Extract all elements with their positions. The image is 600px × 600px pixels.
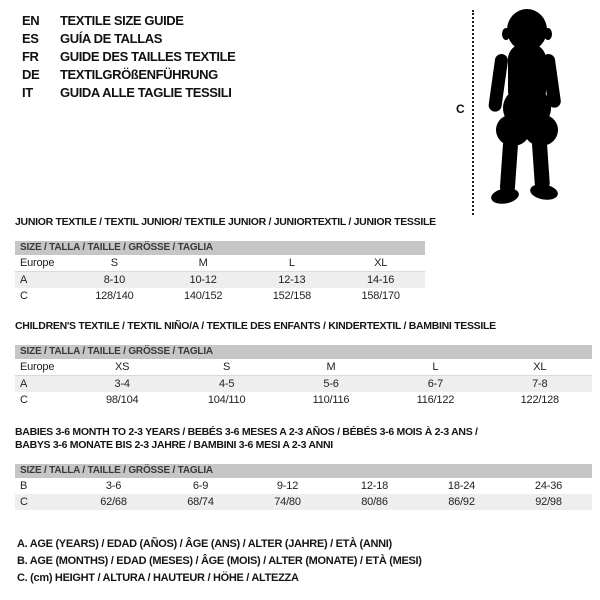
- table-cell: 86/92: [448, 496, 475, 508]
- table-cell: M: [326, 361, 336, 373]
- table-cell: 80/86: [361, 496, 388, 508]
- table-cell: 4-5: [218, 378, 235, 390]
- language-label: GUIDA ALLE TAGLIE TESSILI: [60, 85, 232, 100]
- table-cell: 14-16: [367, 274, 395, 286]
- table-cell: S: [223, 361, 231, 373]
- table-cell: S: [110, 257, 118, 269]
- table-cell: 9-12: [276, 480, 299, 492]
- table-cell: XL: [533, 361, 547, 373]
- language-row-fr: [22, 48, 235, 66]
- table-cell: L: [432, 361, 439, 373]
- table-cell: 122/128: [520, 394, 559, 406]
- height-label-c: C: [456, 102, 465, 116]
- legend-line-b: B. AGE (MONTHS) / EDAD (MESES) / ÂGE (MOIS) / ALTER (MONATE) / ETÀ (MESI): [17, 555, 422, 567]
- measurement-legend: [17, 536, 422, 587]
- table-row-a: [15, 376, 592, 392]
- table-cell: 74/80: [274, 496, 301, 508]
- table-cell: 92/98: [535, 496, 562, 508]
- table-row-a: [15, 272, 425, 288]
- language-code: FR: [22, 49, 39, 64]
- language-label: GUÍA DE TALLAS: [60, 31, 163, 46]
- table-cell: 18-24: [447, 480, 476, 492]
- language-code: IT: [22, 85, 33, 100]
- table-cell: XS: [115, 361, 130, 373]
- table-cell: 104/110: [207, 394, 246, 406]
- table-cell: 5-6: [323, 378, 339, 390]
- table-cell: 10-12: [189, 274, 217, 286]
- row-label: Europe: [20, 257, 55, 269]
- table-row-b: [15, 478, 592, 494]
- size-table-junior: [15, 216, 436, 304]
- row-label: A: [20, 274, 28, 286]
- row-label: C: [20, 290, 28, 302]
- language-row-de: [22, 66, 235, 84]
- table-cell: 140/152: [183, 290, 223, 302]
- language-row-en: [22, 12, 235, 30]
- table-cell: 62/68: [100, 496, 127, 508]
- size-table-children: [15, 320, 592, 408]
- table-cell: M: [198, 257, 208, 269]
- table-title: CHILDREN'S TEXTILE / TEXTIL NIÑO/A / TEXTILE DES ENFANTS / KINDERTEXTIL / BAMBINI TESSILE: [15, 320, 496, 332]
- table-cell: 3-6: [105, 480, 122, 492]
- table-cell: 12-13: [278, 274, 306, 286]
- row-label: C: [20, 394, 28, 406]
- language-code: ES: [22, 31, 39, 46]
- table-cell: 152/158: [272, 290, 312, 302]
- table-cell: 8-10: [103, 274, 125, 286]
- table-cell: 3-4: [114, 378, 130, 390]
- table-row-c: [15, 288, 425, 304]
- table-cell: 68/74: [187, 496, 214, 508]
- toddler-silhouette-icon: [481, 8, 569, 208]
- table-title: JUNIOR TEXTILE / TEXTIL JUNIOR/ TEXTILE JUNIOR / JUNIORTEXTIL / JUNIOR TESSILE: [15, 216, 436, 228]
- table-row-europe: [15, 359, 592, 376]
- table-cell: 116/122: [416, 394, 455, 406]
- language-label: TEXTILGRÖßENFÜHRUNG: [60, 67, 218, 82]
- language-code: DE: [22, 67, 40, 82]
- language-row-es: [22, 30, 235, 48]
- table-cell: 110/116: [312, 394, 350, 406]
- table-title-line-1: BABIES 3-6 MONTH TO 2-3 YEARS / BEBÉS 3-6 MESES A 2-3 AÑOS / BÉBÉS 3-6 MOIS À 2-3 ANS /: [15, 426, 478, 438]
- table-cell: XL: [374, 257, 388, 269]
- table-cell: 12-18: [360, 480, 389, 492]
- table-cell: 6-7: [427, 378, 444, 390]
- table-title-line-2: BABYS 3-6 MONATE BIS 2-3 JAHRE / BAMBINI 3-6 MESI A 2-3 ANNI: [15, 439, 333, 451]
- row-label: A: [20, 378, 28, 390]
- table-row-c: [15, 392, 592, 408]
- language-header: [22, 12, 235, 102]
- legend-line-a: A. AGE (YEARS) / EDAD (AÑOS) / ÂGE (ANS) / ALTER (JAHRE) / ETÀ (ANNI): [17, 538, 392, 550]
- language-row-it: [22, 84, 235, 102]
- table-cell: 7-8: [532, 378, 548, 390]
- height-dotted-line: [472, 10, 474, 215]
- row-label: B: [20, 480, 28, 492]
- table-cell: 6-9: [192, 480, 209, 492]
- table-cell: 98/104: [105, 394, 139, 406]
- row-label: C: [20, 496, 28, 508]
- size-table-babies: [15, 426, 592, 510]
- table-cell: 24-36: [534, 480, 563, 492]
- table-row-c: [15, 494, 592, 510]
- table-cell: 128/140: [95, 290, 134, 302]
- language-label: GUIDE DES TAILLES TEXTILE: [60, 49, 236, 64]
- language-label: TEXTILE SIZE GUIDE: [60, 13, 184, 28]
- table-cell: L: [288, 257, 295, 269]
- table-cell: 158/170: [361, 290, 400, 302]
- table-row-europe: [15, 255, 425, 272]
- size-header-band: SIZE / TALLA / TAILLE / GRÖSSE / TAGLIA: [15, 241, 425, 255]
- language-code: EN: [22, 13, 40, 28]
- row-label: Europe: [20, 361, 55, 373]
- legend-line-c: C. (cm) HEIGHT / ALTURA / HAUTEUR / HÖHE / ALTEZZA: [17, 572, 299, 584]
- size-header-band: SIZE / TALLA / TAILLE / GRÖSSE / TAGLIA: [15, 464, 592, 478]
- size-header-band: SIZE / TALLA / TAILLE / GRÖSSE / TAGLIA: [15, 345, 592, 359]
